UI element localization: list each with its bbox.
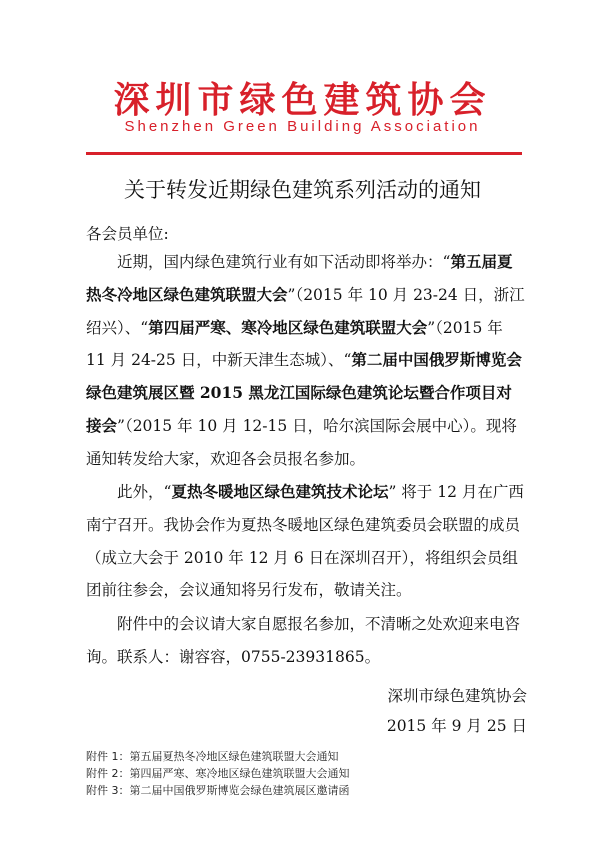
event-name: 夏热冬暖地区绿色建筑技术论坛 (171, 482, 389, 501)
document-title: 关于转发近期绿色建筑系列活动的通知 (124, 178, 481, 202)
text: 此外，“ (117, 483, 172, 501)
event-name: 第四届严寒、寒冷地区绿色建筑联盟大会 (148, 317, 428, 337)
attachment-item[interactable]: 附件 1：第五届夏热冬冷地区绿色建筑联盟大会通知 (86, 750, 339, 763)
paragraph-contact: 附件中的会议请大家自愿报名参加，不清晰之处欢迎来电咨询。联系人：谢容容，0755-23931865。 (86, 615, 521, 666)
signature-date: 2015 年 9 月 25 日 (386, 717, 527, 735)
event-name: 第二届中国俄罗斯博览会绿色建筑展区暨 2015 黑龙江国际绿色建筑论坛暨合作项目对接会 (86, 350, 522, 435)
text: ”（2015 年 10 月 23-24 日，浙江绍兴）、“ (86, 285, 525, 337)
text: ”（2015 年 11 月 24-25 日，中新天津生态城）、“ (86, 318, 503, 370)
text: 近期，国内绿色建筑行业有如下活动即将举办：“ (117, 253, 451, 271)
paragraph-forum (86, 476, 526, 607)
attachment-item[interactable]: 附件 2：第四届严寒、寒冷地区绿色建筑联盟大会通知 (86, 767, 350, 780)
signature-org: 深圳市绿色建筑协会 (387, 687, 527, 705)
text: ” 将于 12 月在广西南宁召开。我协会作为夏热冬暖地区绿色建筑委员会联盟的成员（成立大会于 2010 年 12 月 6 日在深圳召开），将组织会员组团前往参会，会议通知将另行发布，敬请关注。 (86, 483, 524, 600)
attachment-item[interactable]: 附件 3：第二届中国俄罗斯博览会绿色建筑展区邀请函 (86, 784, 350, 797)
paragraph-events (86, 246, 526, 476)
letterhead-divider (86, 152, 522, 155)
greeting: 各会员单位: (86, 225, 169, 243)
letterhead-org-name-english: Shenzhen Green Building Association (124, 118, 481, 135)
text: ”（2015 年 10 月 12-15 日，哈尔滨国际会展中心）。现将通知转发给大家，欢迎各会员报名参加。 (86, 416, 517, 468)
event-name: 第五届夏热冬冷地区绿色建筑联盟大会 (86, 252, 513, 304)
letterhead-org-name: 深圳市绿色建筑协会 (113, 80, 492, 121)
